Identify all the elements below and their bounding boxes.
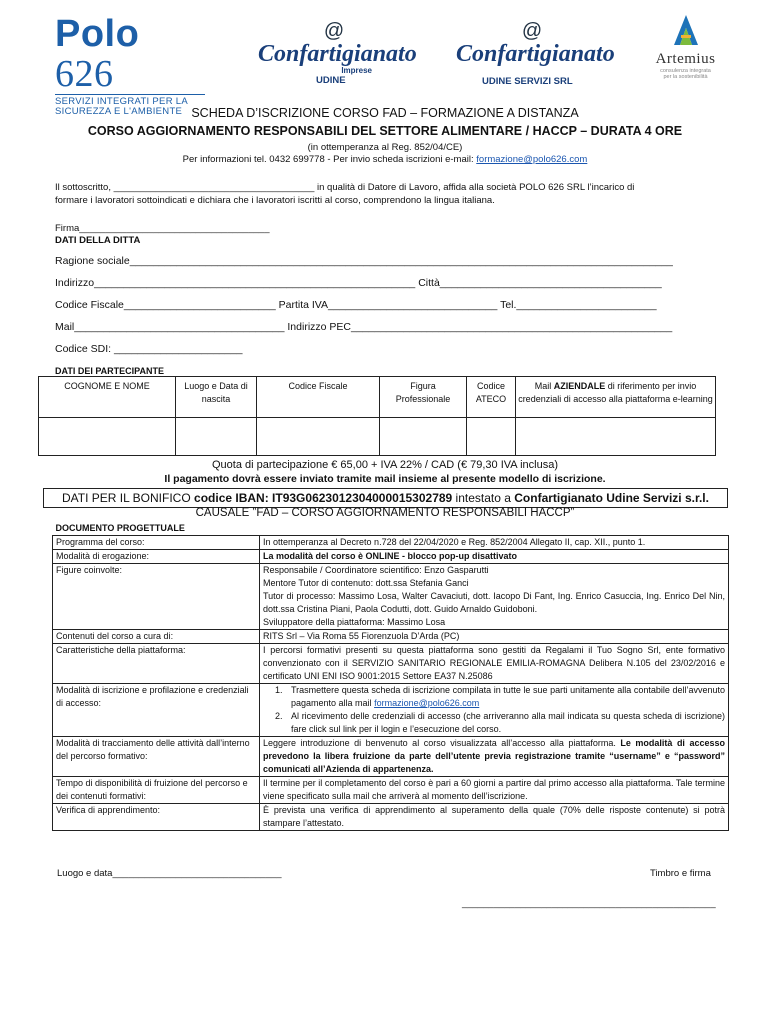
tracking-label: Modalità di tracciamento delle attività dall’interno del percorso formativo: — [53, 737, 260, 777]
registration-step-2: 2. Al ricevimento delle credenziali di accesso (che arriveranno alla mail indicata su questa scheda di iscrizione) fare click sul link per il login e l’esecuzione del corso. — [285, 710, 725, 736]
participant-row[interactable] — [39, 418, 716, 456]
declaration-line-2: formare i lavoratori sottoindicati e dichiara che i lavoratori iscritti al corso, comprendono la lingua italiana. — [55, 195, 495, 206]
col-name: COGNOME E NOME — [39, 377, 176, 418]
availability-value: Il termine per il completamento del corso è pari a 60 giorni a partire dal primo accesso alla piattaforma. Tale termine viene specificato sulla mail che arriverà al momento dell’iscrizione. — [260, 777, 729, 804]
fee-line: Quota di partecipazione € 65,00 + IVA 22% / CAD (€ 79,30 IVA inclusa) — [212, 459, 558, 471]
doc-row-tracking — [53, 737, 729, 777]
contact-line — [0, 154, 770, 165]
artemius-logo — [643, 14, 728, 80]
regulation-note: (in ottemperanza al Reg. 852/04/CE) — [307, 142, 463, 153]
registration-step-1-text: Trasmettere questa scheda di iscrizione compilata in tutte le sue parti unitamente alla contabile dell’avvenuto pagamento alla mail — [291, 685, 725, 708]
bank-transfer-pre: DATI PER IL BONIFICO — [62, 491, 195, 505]
artemius-tagline-2: per la sostenibilità — [663, 74, 708, 80]
confartigianato-servizi-udine: UDINE SERVIZI SRL — [482, 76, 573, 87]
figure-tutors: Tutor di processo: Massimo Losa, Walter Cavaciuti, dott. Iacopo Di Fant, Ing. Enrico Casuccia, Ing. Enrico Del Nin, dott.ssa Cristina Piani, Paola Codutti, dott. Guido Arnaldo Guidoboni. — [263, 591, 725, 614]
polo-logo-word: Polo — [55, 13, 140, 55]
address-field[interactable]: Indirizzo_______________________________________________________ Città______________________________________ — [55, 277, 662, 289]
course-title: CORSO AGGIORNAMENTO RESPONSABILI DEL SETTORE ALIMENTARE / HACCP – DURATA 4 ORE — [87, 124, 683, 138]
bank-transfer-mid: intestato a — [452, 491, 515, 505]
doc-row-registration — [53, 684, 729, 737]
figure-mentor: Mentore Tutor di contenuto: dott.ssa Stefania Ganci — [263, 578, 469, 588]
tracking-value — [260, 737, 729, 777]
col-mail-pre: Mail — [534, 381, 554, 391]
iban-code: codice IBAN: IT93G0623012304000015302789 — [194, 491, 453, 505]
confartigianato-at-icon: @ — [323, 20, 345, 42]
verification-label: Verifica di apprendimento: — [53, 804, 260, 831]
sdi-code-field[interactable]: Codice SDI: ______________________ — [55, 343, 243, 355]
mail-field[interactable]: Mail____________________________________ Indirizzo PEC_______________________________________________________ — [55, 321, 673, 333]
platform-label: Caratteristiche della piattaforma: — [53, 644, 260, 684]
col-mail-bold: AZIENDALE — [553, 381, 606, 391]
confartigianato-name: Confartigianato — [258, 41, 417, 67]
col-role: Figura Professionale — [380, 377, 467, 418]
stamp-signature-line[interactable]: ________________________________________________ — [462, 898, 716, 909]
cell-role[interactable] — [380, 418, 467, 456]
confartigianato-sub: Imprese — [341, 66, 372, 75]
participants-header-row — [39, 377, 716, 418]
cell-ateco[interactable] — [467, 418, 516, 456]
platform-value: I percorsi formativi presenti su questa piattaforma sono gestiti da Regalami il Tuo Sogno Srl, ente formativo convenzionato con il SERVIZIO SANITARIO REGIONALE EMILIA-ROMAGNA Delibera N.105 del 23/02/2016 e certificato UNI ENI ISO 9001:2015 Settore EA37 N.25086 — [260, 644, 729, 684]
doc-row-delivery — [53, 550, 729, 564]
contact-text: Per informazioni tel. 0432 699778 - Per invio scheda iscrizioni e-mail: — [182, 154, 477, 165]
tracking-text: Leggere introduzione di benvenuto al corso visualizzata all’accesso alla piattaforma. — [263, 738, 621, 748]
company-data-heading: DATI DELLA DITTA — [55, 235, 141, 246]
polo-logo-number: 626 — [55, 53, 114, 95]
doc-row-contents — [53, 630, 729, 644]
participants-heading: DATI DEI PARTECIPANTE — [55, 366, 165, 376]
col-birth: Luogo e Data di nascita — [176, 377, 257, 418]
doc-heading-row — [53, 522, 729, 536]
tracking-bold: Le modalità di accesso prevedono la libera fruizione da parte dell’utente previa registrazione tramite “username” e “password” comunicati all’Azienda di appartenenza. — [263, 738, 725, 774]
payment-note: Il pagamento dovrà essere inviato tramite mail insieme al presente modello di iscrizione. — [164, 473, 606, 485]
project-document-table — [52, 522, 729, 831]
program-label: Programma del corso: — [53, 536, 260, 550]
col-tax-code: Codice Fiscale — [257, 377, 380, 418]
figures-value — [260, 564, 729, 630]
figure-developer: Sviluppatore della piattaforma: Massimo Losa — [263, 617, 446, 627]
declaration-text — [55, 181, 735, 207]
polo-logo-tagline-1: SERVIZI INTEGRATI PER LA — [55, 96, 189, 107]
col-mail-post: di riferimento per invio credenziali di accesso alla piattaforma e-learning — [518, 381, 713, 404]
col-ateco: Codice ATECO — [467, 377, 516, 418]
signature-field[interactable]: Firma____________________________________ — [55, 223, 270, 234]
place-date-field[interactable]: Luogo e data________________________________ — [57, 868, 282, 879]
confartigianato-imprese-logo — [258, 20, 417, 86]
participants-table — [38, 376, 716, 456]
doc-row-verification — [53, 804, 729, 831]
verification-value: È prevista una verifica di apprendimento al superamento della quale (70% delle risposte contenute) si potrà stampare l’attestato. — [260, 804, 729, 831]
polo-logo-tagline-2: SICUREZZA E L'AMBIENTE — [55, 106, 183, 117]
doc-row-availability — [53, 777, 729, 804]
contents-label: Contenuti del corso a cura di: — [53, 630, 260, 644]
artemius-mark-icon — [671, 14, 701, 46]
confartigianato-servizi-name: Confartigianato — [456, 41, 615, 67]
doc-row-platform — [53, 644, 729, 684]
company-name-field[interactable]: Ragione sociale_____________________________________________________________________________________________ — [55, 255, 673, 267]
doc-row-figures — [53, 564, 729, 630]
figure-coordinator: Responsabile / Coordinatore scientifico: Enzo Gasparutti — [263, 565, 489, 575]
cell-tax-code[interactable] — [257, 418, 380, 456]
delivery-label: Modalità di erogazione: — [53, 550, 260, 564]
confartigianato-servizi-logo — [456, 20, 615, 87]
registration-value — [260, 684, 729, 737]
bank-transfer-box — [43, 488, 728, 508]
doc-heading: DOCUMENTO PROGETTUALE — [55, 523, 185, 533]
artemius-name: Artemius — [655, 51, 716, 67]
confartigianato-udine: UDINE — [316, 75, 346, 86]
tax-code-field[interactable]: Codice Fiscale__________________________ Partita IVA_____________________________ Tel.________________________ — [55, 299, 657, 311]
cell-name[interactable] — [39, 418, 176, 456]
program-value: In ottemperanza al Decreto n.728 del 22/04/2020 e Reg. 852/2004 Allegato II, cap. XII., punto 1. — [260, 536, 729, 550]
availability-label: Tempo di disponibilità di fruizione del percorso e dei contenuti formativi: — [53, 777, 260, 804]
artemius-tagline-1: consulenza integrata — [660, 68, 711, 74]
col-mail — [516, 377, 716, 418]
stamp-signature-label: Timbro e firma — [650, 868, 711, 879]
delivery-value: La modalità del corso è ONLINE - blocco pop-up disattivato — [260, 550, 729, 564]
figures-label: Figure coinvolte: — [53, 564, 260, 630]
contact-email-link[interactable]: formazione@polo626.com — [476, 154, 588, 165]
declaration-line-1[interactable]: Il sottoscritto, ______________________________________ in qualità di Datore di Lavoro, affida alla società POLO 626 SRL l’incarico di — [55, 182, 635, 193]
doc-row-program — [53, 536, 729, 550]
form-title: SCHEDA D’ISCRIZIONE CORSO FAD – FORMAZIONE A DISTANZA — [191, 106, 579, 120]
polo626-logo — [55, 14, 205, 117]
payment-reason: CAUSALE ”FAD – CORSO AGGIORNAMENTO RESPONSABILI HACCP” — [195, 507, 575, 519]
contents-value: RITS Srl – Via Roma 55 Fiorenzuola D’Arda (PC) — [260, 630, 729, 644]
registration-label: Modalità di iscrizione e profilazione e credenziali di accesso: — [53, 684, 260, 737]
registration-step-1 — [285, 684, 725, 710]
account-holder: Confartigianato Udine Servizi s.r.l. — [514, 491, 709, 505]
confartigianato-servizi-at-icon: @ — [521, 20, 543, 42]
registration-email-link[interactable]: formazione@polo626.com — [374, 698, 480, 708]
cell-birth[interactable] — [176, 418, 257, 456]
cell-mail[interactable] — [516, 418, 716, 456]
